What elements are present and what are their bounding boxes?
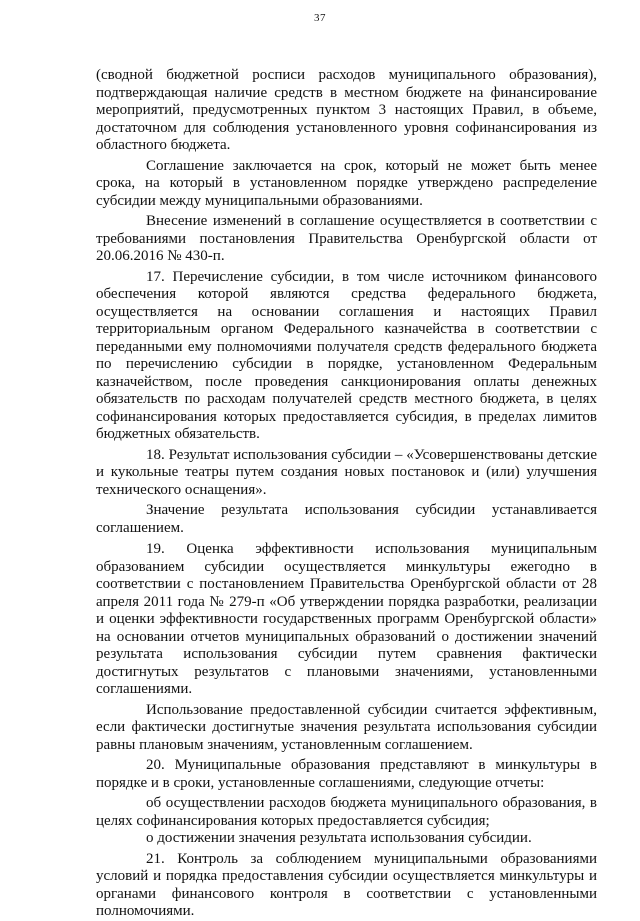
body-text xyxy=(96,67,597,921)
paragraph-report-expenses: об осуществлении расходов бюджета муниципального образования, в целях софинансирования которых предоставляется субсидия; xyxy=(96,795,597,829)
paragraph-agreement-changes: Внесение изменений в соглашение осуществляется в соответствии с требованиями постановления Правительства Оренбургской области от 20.06.2016 № 430-п. xyxy=(96,213,597,264)
paragraph-result-value: Значение результата использования субсидии устанавливается соглашением. xyxy=(96,502,597,536)
page-number: 37 xyxy=(314,12,326,24)
paragraph-clause-19: 19. Оценка эффективности использования муниципальным образованием субсидии осуществляется минкультуры ежегодно в соответствии с постановлением Правительства Оренбургской области от 28 апреля 2011 года № 279-п «Об утверждении порядка разработки, реализации и оценки эффективности государственных программ Оренбургской области» на основании отчетов муниципальных образований о достижении значений результата использования субсидии путем сравнения фактически достигнутых результатов с плановыми значениями, установленными соглашениями. xyxy=(96,541,597,697)
paragraph-clause-17: 17. Перечисление субсидии, в том числе источником финансового обеспечения которой являются средства федерального бюджета, осуществляется на основании соглашения и настоящих Правил территориальным органом Федерального казначейства в соответствии с переданными ему полномочиями получателя средств федерального бюджета по перечислению субсидии в порядке, установленном Федеральным казначейством, после проведения санкционирования оплаты денежных обязательств по расходам получателей средств местного бюджета, в целях софинансирования которых предоставляется субсидия, в пределах лимитов бюджетных обязательств. xyxy=(96,268,597,442)
paragraph-efficiency: Использование предоставленной субсидии считается эффективным, если фактически достигнутые значения результата использования субсидии равны плановым значениям, установленным соглашением. xyxy=(96,701,597,753)
paragraph-clause-20: 20. Муниципальные образования представляют в минкультуры в порядке и в сроки, установленные соглашениями, следующие отчеты: xyxy=(96,757,597,791)
paragraph-clause-18: 18. Результат использования субсидии – «Усовершенствованы детские и кукольные театры путем создания новых постановок и (или) улучшения технического оснащения». xyxy=(96,446,597,498)
paragraph-report-results: о достижении значения результата использования субсидии. xyxy=(146,830,532,846)
paragraph-agreement-term: Соглашение заключается на срок, который не может быть менее срока, на который в установленном порядке утверждено распределение субсидии между муниципальными образованиями. xyxy=(96,157,597,209)
paragraph-clause-21: 21. Контроль за соблюдением муниципальными образованиями условий и порядка предоставления субсидии осуществляется минкультуры и органами финансового контроля в соответствии с установленными полномочиями. xyxy=(96,850,597,919)
paragraph-continuation: (сводной бюджетной росписи расходов муниципального образования), подтверждающая наличие средств в местном бюджете на финансирование мероприятий, предусмотренных пунктом 3 настоящих Правил, в объеме, достаточном для соблюдения установленного уровня софинансирования из областного бюджета. xyxy=(96,67,597,153)
